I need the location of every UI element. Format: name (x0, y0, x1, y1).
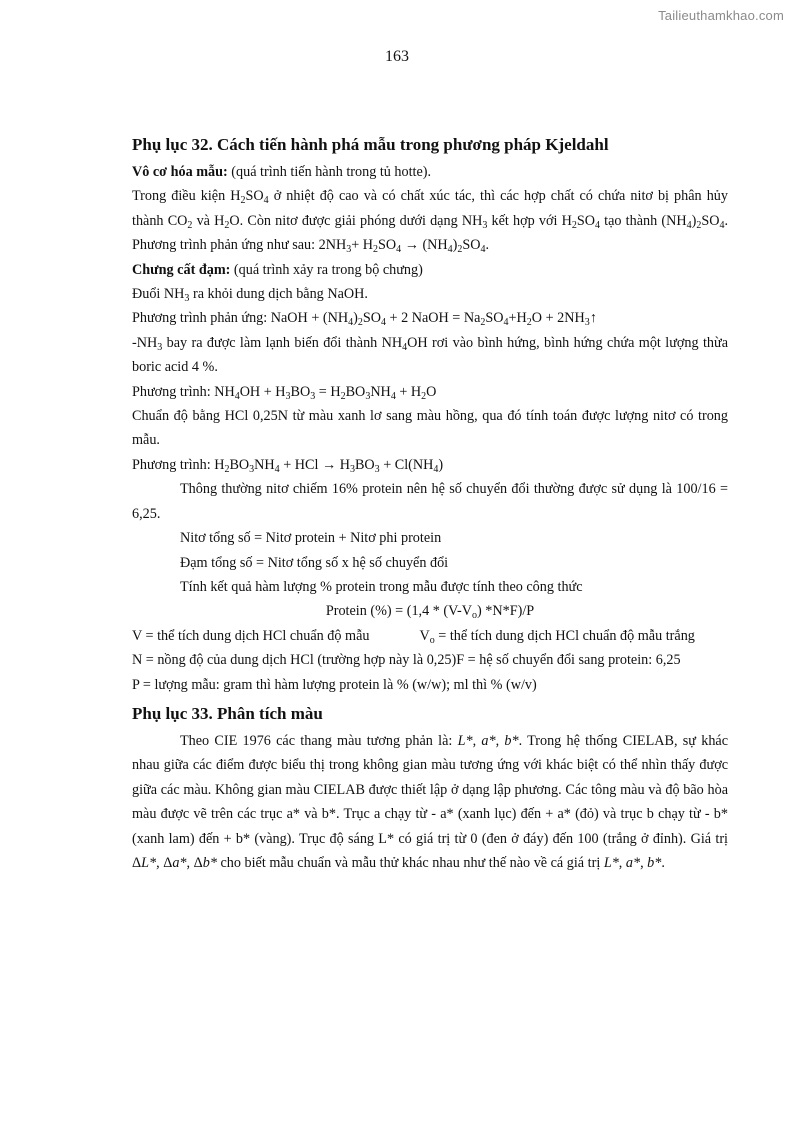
sub: 2 (421, 390, 427, 402)
italic: b* (647, 854, 662, 871)
color-analysis-paragraph (132, 729, 728, 875)
duoi-nh3-line (132, 282, 728, 306)
sub: 3 (349, 463, 355, 475)
sub: 3 (249, 463, 255, 475)
italic: a* (625, 854, 641, 871)
text: Phương trình phản ứng: NaOH + (NH (132, 310, 349, 327)
text: ra khỏi dung dịch bằng NaOH. (189, 286, 368, 303)
sub: 4 (380, 317, 386, 329)
sub: 2 (224, 219, 230, 231)
text: SO (362, 310, 381, 327)
sub: 2 (373, 244, 379, 256)
section-32-title: Phụ lục 32. Cách tiến hành phá mẫu trong phương pháp Kjeldahl (132, 135, 609, 154)
italic: L* (603, 854, 619, 871)
text: NH (370, 383, 391, 400)
sub: 3 (365, 390, 371, 402)
vo-symbol: V (419, 627, 430, 644)
text: . (485, 237, 490, 254)
sub: 4 (234, 390, 240, 402)
text: Phương trình: NH (132, 383, 235, 400)
variable-definition-v (132, 624, 728, 648)
text: và H (192, 212, 225, 229)
sub: 3 (310, 390, 316, 402)
text: ) (452, 237, 458, 254)
nito-tong-so-line: Nitơ tổng số = Nitơ protein + Nitơ phi protein (180, 530, 442, 547)
sub: 3 (346, 244, 352, 256)
sub: 3 (374, 463, 380, 475)
sub: 2 (480, 317, 486, 329)
sub: 2 (340, 390, 346, 402)
text: bay ra được làm lạnh biến đổi thành NH (162, 334, 403, 351)
sub: 2 (457, 244, 463, 256)
text: . Phương trình phản ứng như sau: 2NH (132, 212, 728, 254)
sub: 2 (696, 219, 702, 231)
text: ) (353, 310, 358, 327)
text: Trong điều kiện H (132, 188, 241, 205)
sub: 4 (433, 463, 439, 475)
text: Protein (%) = (1,4 * (V-V (325, 603, 473, 620)
text: , (640, 854, 648, 871)
text: Phương trình: H (132, 456, 225, 473)
text: kết hợp với H (487, 212, 572, 229)
text: + H (395, 383, 422, 400)
text: . Trong hệ thống CIELAB, sự khác nhau giữa các điểm được biểu thị trong không gian màu tương ứng với khác biệt có thể nhìn thấy được giữa các màu. Không gian màu CIELAB được thiết lập ở dạng lập phương. Các tông màu và độ bão hòa màu được vẽ trên các trục a* và b*. Trục a chạy từ - a* (xanh lục) đến + a* (đỏ) và trục b chạy từ - b* (xanh lam) đến + b* (vàng). Trục độ sáng L* có giá trị từ 0 (đen ở đáy) đến 100 (trắng ở đỉnh). Giá trị Δ (132, 732, 729, 871)
dam-tong-so-line: Đạm tổng số = Nitơ tổng số x hệ số chuyển đổi (180, 554, 449, 571)
section-33-title: Phụ lục 33. Phân tích màu (132, 703, 323, 723)
sub: 4 (480, 244, 486, 256)
text: SO (462, 237, 481, 254)
page-body (132, 132, 728, 875)
text: SO (485, 310, 504, 327)
text: O (426, 383, 437, 400)
text: SO (701, 212, 720, 229)
sub: 4 (396, 244, 402, 256)
vo-co-hoa-paragraph (132, 160, 728, 184)
digestion-paragraph (132, 184, 728, 257)
sub: 4 (263, 195, 269, 207)
sub: 2 (571, 219, 577, 231)
sub: o (429, 634, 435, 646)
text: ) (691, 212, 697, 229)
text: O. Còn nitơ được giải phóng dưới dạng NH (229, 212, 483, 229)
sub: 4 (447, 244, 453, 256)
titration-paragraph: Chuẩn độ bằng HCl 0,25N từ màu xanh lơ sang màu hồng, qua đó tính toán được lượng nitơ có trong mẫu. (132, 408, 728, 449)
text: , (472, 732, 482, 749)
protein-formula (132, 599, 728, 623)
text: SO (378, 237, 397, 254)
sub: o (472, 610, 478, 622)
conversion-factor-paragraph: Thông thường nitơ chiếm 16% protein nên hệ số chuyển đổi thường được sử dụng là 100/16 = 6,25. (132, 481, 728, 522)
text: = H (315, 383, 341, 400)
variable-definition-p: P = lượng mẫu: gram thì hàm lượng protein là % (w/w); ml thì % (w/v) (132, 676, 537, 693)
text: -NH (132, 334, 158, 351)
page-number: 163 (385, 48, 409, 65)
text: , Δ (186, 854, 203, 871)
sub: 4 (348, 317, 354, 329)
text: cho biết mẫu chuẩn và mẫu thử khác nhau như thế nào về cá giá trị (216, 854, 604, 871)
chung-cat-text: (quá trình xảy ra trong bộ chưng) (230, 261, 423, 278)
text: Theo CIE 1976 các thang màu tương phản là: (180, 732, 458, 749)
italic: b* (202, 854, 217, 871)
sub: 2 (224, 463, 230, 475)
sub: 3 (285, 390, 291, 402)
italic: a* (172, 854, 187, 871)
text: tạo thành (NH (599, 212, 687, 229)
sub: 3 (584, 317, 590, 329)
text: ở nhiệt độ cao và có chất xúc tác, thì các hợp chất có chứa nitơ bị phân hủy thành CO (132, 188, 728, 229)
text: O + 2NH (531, 310, 585, 327)
sub: 4 (503, 317, 509, 329)
text: ) (438, 456, 444, 473)
text: → (NH (401, 237, 448, 254)
chung-cat-paragraph (132, 258, 728, 282)
sub: 2 (187, 219, 193, 231)
text: + HCl → H (279, 456, 350, 473)
text: + Cl(NH (379, 456, 434, 473)
chung-cat-label: Chưng cất đạm: (132, 261, 231, 278)
sub: 2 (240, 195, 246, 207)
italic: b* (504, 732, 519, 749)
italic: L* (457, 732, 473, 749)
reaction-equation-1 (132, 306, 728, 330)
calculation-intro-line: Tính kết quả hàm lượng % protein trong mẫu được tính theo công thức (180, 578, 583, 595)
text: , (495, 732, 505, 749)
sub: 3 (157, 341, 163, 353)
sub: 3 (184, 293, 190, 305)
text: SO (245, 188, 264, 205)
text: , Δ (156, 854, 173, 871)
sub: 4 (686, 219, 692, 231)
text: SO (576, 212, 595, 229)
text: . (661, 854, 665, 871)
sub: 4 (402, 341, 408, 353)
text: ↑ (589, 310, 597, 327)
text: OH + H (239, 383, 286, 400)
text: +H (508, 310, 527, 327)
sub: 4 (719, 219, 725, 231)
italic: L* (141, 854, 157, 871)
sub: 4 (594, 219, 600, 231)
text: + H (351, 237, 374, 254)
text: BO (354, 456, 375, 473)
text: BO (290, 383, 311, 400)
sub: 2 (526, 317, 532, 329)
sub: 4 (274, 463, 280, 475)
text: OH rơi vào bình hứng, bình hứng chứa một lượng thừa boric acid 4 %. (132, 334, 728, 376)
text: Đuổi NH (132, 286, 185, 303)
nh3-paragraph (132, 331, 728, 380)
vo-co-hoa-text: (quá trình tiến hành trong tủ hotte). (227, 164, 432, 180)
v-definition: V = thể tích dung dịch HCl chuẩn độ mẫu (132, 627, 370, 644)
text: ) *N*F)/P (477, 603, 535, 620)
sub: 2 (357, 317, 363, 329)
text: BO (229, 456, 250, 473)
reaction-equation-2 (132, 380, 728, 404)
sub: 3 (482, 219, 488, 231)
text: BO (345, 383, 366, 400)
reaction-equation-3 (132, 453, 728, 477)
text: + 2 NaOH = Na (385, 310, 481, 327)
italic: a* (481, 732, 496, 749)
text: , (618, 854, 626, 871)
variable-definition-n: N = nồng độ của dung dịch HCl (trường hợp này là 0,25)F = hệ số chuyển đổi sang protein: 6,25 (132, 652, 681, 669)
vo-definition: = thể tích dung dịch HCl chuẩn độ mẫu trắng (434, 627, 695, 644)
sub: 4 (390, 390, 396, 402)
vo-co-hoa-label: Vô cơ hóa mẫu: (132, 164, 228, 180)
watermark: Tailieuthamkhao.com (658, 8, 784, 23)
text: NH (254, 456, 275, 473)
